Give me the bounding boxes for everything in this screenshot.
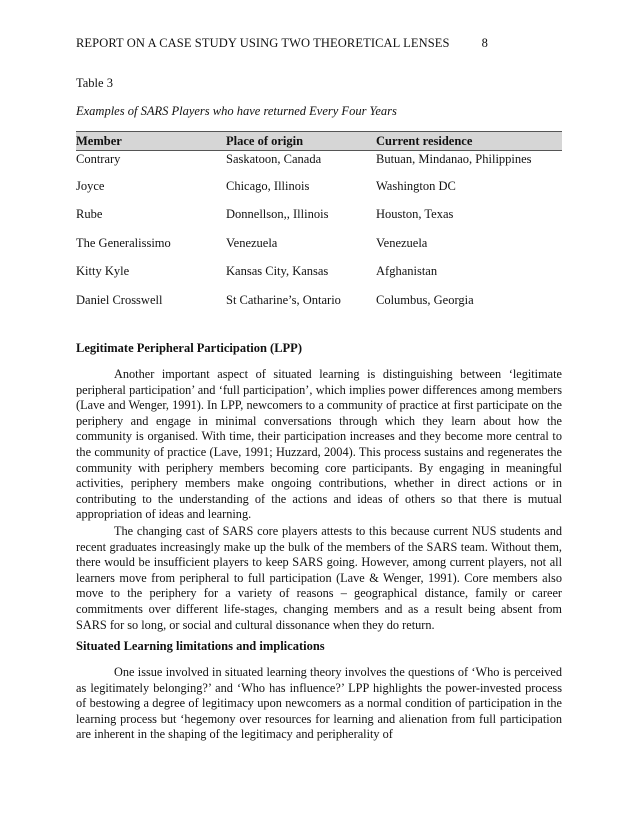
- cell-member: Kitty Kyle: [76, 264, 130, 279]
- cell-member: Rube: [76, 207, 103, 222]
- table-row: [76, 206, 562, 234]
- cell-residence: Venezuela: [376, 235, 428, 250]
- cell-residence: Afghanistan: [376, 264, 438, 279]
- column-header-origin: Place of origin: [226, 134, 304, 148]
- table-caption: Examples of SARS Players who have returned Every Four Years: [76, 104, 397, 118]
- column-header-member: Member: [76, 134, 122, 148]
- running-header: [76, 36, 562, 51]
- table-header-row: [76, 131, 562, 151]
- table-label: Table 3: [76, 76, 113, 90]
- table-row: [76, 178, 562, 206]
- cell-residence: Houston, Texas: [376, 207, 454, 222]
- cell-origin: Saskatoon, Canada: [226, 152, 322, 166]
- table-row: [76, 292, 562, 320]
- paragraph-lpp-2: The changing cast of SARS core players attests to this because current NUS students and recent graduates increasingly make up the bulk of the members of the SARS team. Without them, there would be insufficient players to keep SARS going. However, among current players, not all learners move from peripheral to full participation (Lave & Wenger, 1991). Core members also move to the periphery for a variety of reasons – geographical distance, family or career commitments over different life-stages, changing members and as a result being absent from SARS for so long, or social and cultural dissonance when they do return.: [76, 524, 562, 632]
- cell-origin: Venezuela: [226, 235, 278, 250]
- table-row: [76, 151, 562, 178]
- cell-member: Contrary: [76, 152, 121, 166]
- paragraph-limitations-1: One issue involved in situated learning theory involves the questions of ‘Who is perceived as legitimately belonging?’ and ‘Who has influence?’ LPP highlights the power-invested process of bestowing a degree of legitimacy upon newcomers as a normal condition of participation in the learning process but ‘hegemony over resources for learning and alienation from full participation are inherent in the shaping of the legitimacy and peripherality of: [76, 665, 562, 742]
- cell-residence: Columbus, Georgia: [376, 292, 474, 307]
- cell-member: Daniel Crosswell: [76, 292, 163, 307]
- section-heading-limitations: Situated Learning limitations and implications: [76, 639, 325, 653]
- cell-origin: St Catharine’s, Ontario: [226, 292, 341, 307]
- cell-member: The Generalissimo: [76, 235, 171, 250]
- cell-residence: Washington DC: [376, 179, 456, 193]
- players-table: [76, 131, 562, 320]
- cell-origin: Chicago, Illinois: [226, 179, 310, 193]
- page-number: 8: [481, 36, 488, 50]
- column-header-residence: Current residence: [376, 134, 473, 148]
- running-title: REPORT ON A CASE STUDY USING TWO THEORETICAL LENSES: [76, 36, 450, 50]
- section-heading-lpp: Legitimate Peripheral Participation (LPP): [76, 341, 302, 355]
- paragraph-lpp-1: Another important aspect of situated learning is distinguishing between ‘legitimate peripheral participation’ and ‘full participation’, which implies power differences among members (Lave and Wenger, 1991). In LPP, newcomers to a community of practice at first participate on the periphery and engage in minimal conversations through which they learn about how the community is organised. With time, their participation increases and they become more central to the community of practice (Lave, 1991; Huzzard, 2004). This process sustains and regenerates the community with periphery members becoming core participants. By engaging in meaningful activities, periphery members make ongoing contributions, whether in direct actions or in contributing to the understanding of the actions and ideas of others so that there is mutual appropriation of ideas and learning.: [76, 367, 562, 522]
- table-row: [76, 263, 562, 291]
- cell-origin: Kansas City, Kansas: [226, 264, 329, 279]
- cell-origin: Donnellson,, Illinois: [226, 207, 329, 222]
- cell-member: Joyce: [76, 179, 105, 193]
- cell-residence: Butuan, Mindanao, Philippines: [376, 152, 532, 166]
- table-row: [76, 235, 562, 263]
